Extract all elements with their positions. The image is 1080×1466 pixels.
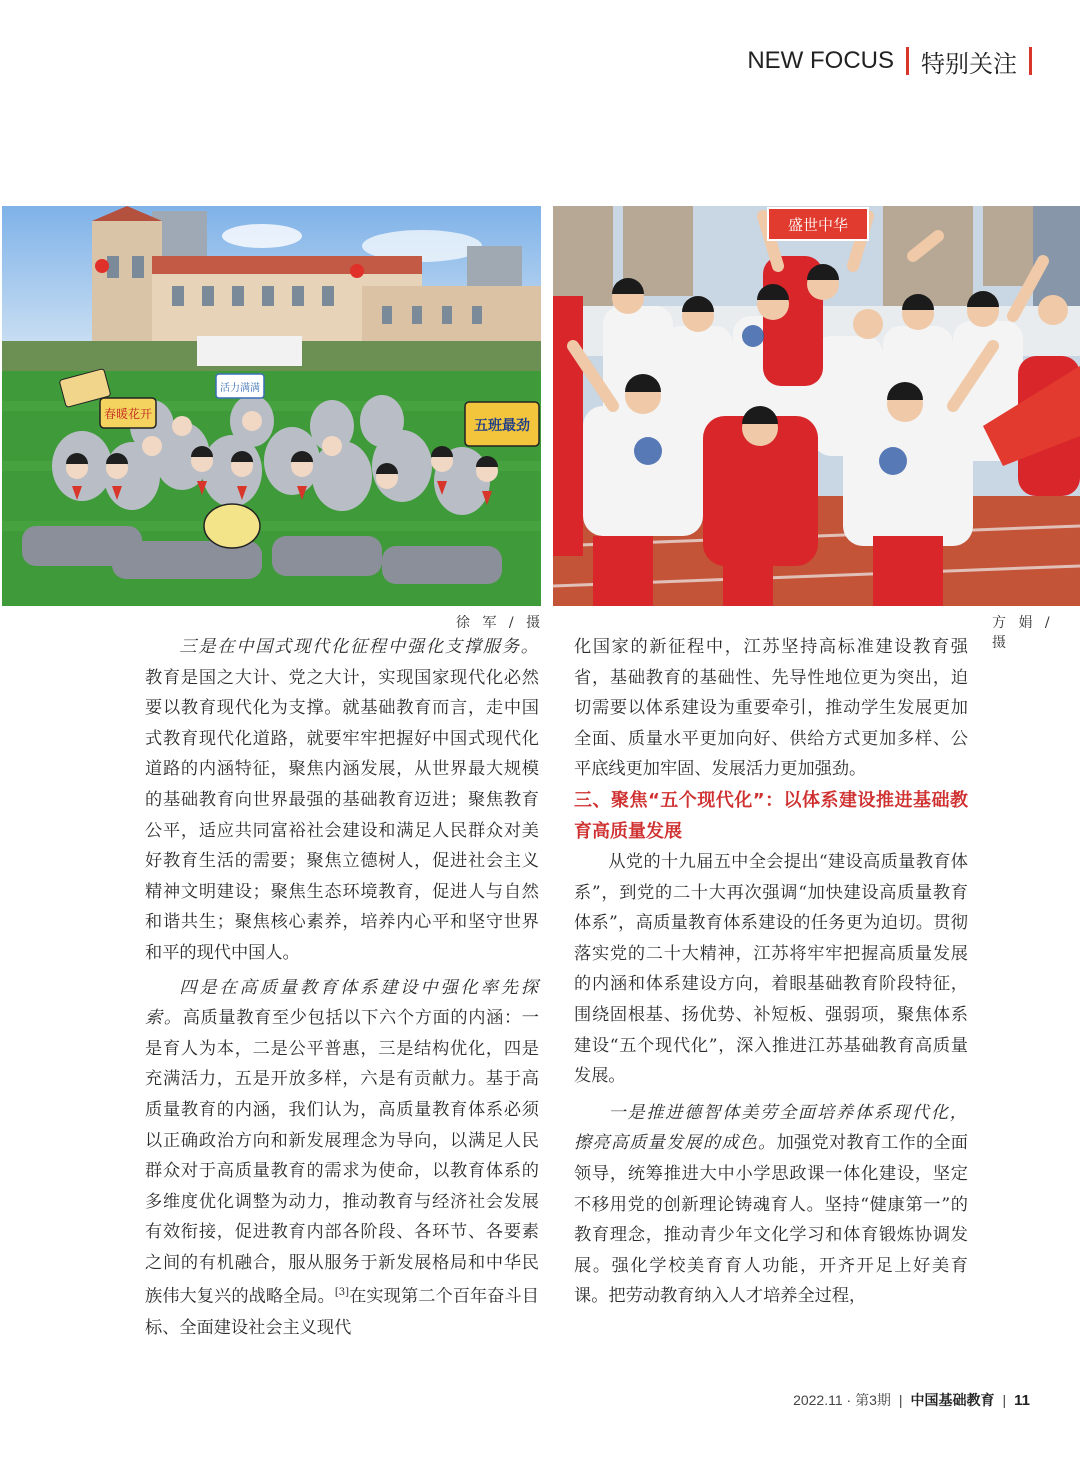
section-heading: 三、聚焦“五个现代化”：以体系建设推进基础教育高质量发展 bbox=[574, 789, 968, 842]
page-footer bbox=[793, 1390, 1030, 1410]
para-lead: 一是推进德智体美劳全面培养体系现代化，擦亮高质量发展的成色。 bbox=[574, 1102, 968, 1154]
svg-text:活力满满: 活力满满 bbox=[220, 383, 260, 394]
section-title-cn: 特别关注 bbox=[921, 50, 1017, 78]
para-lead: 四是在高质量教育体系建设中强化率先探索。 bbox=[145, 977, 539, 1029]
right-paragraph-2: 从党的十九届五中全会提出“建设高质量教育体系”，到党的二十大再次强调“加快建设高质量教育体系”，高质量教育体系建设的任务更为迫切。贯彻落实党的二十大精神，江苏将牢牢把握高质量发展的内涵和体系建设方向，着眼基础教育阶段特征，围绕固根基、扬优势、补短板、强弱项，聚焦体系建设“五个现代化”，深入推进江苏基础教育高质量发展。 bbox=[574, 851, 968, 1087]
left-photo-sign-2 bbox=[216, 374, 264, 398]
section-title-en: NEW FOCUS bbox=[747, 47, 894, 74]
svg-text:春暖花开: 春暖花开 bbox=[103, 407, 153, 421]
page-number: 11 bbox=[1014, 1391, 1030, 1409]
footer-divider: | bbox=[898, 1392, 903, 1408]
para-body: 教育是国之大计、党之大计，实现国家现代化必然要以教育现代化为支撑。就基础教育而言，走中国式教育现代化道路，就要牢牢把握好中国式现代化道路的内涵特征，聚焦内涵发展，从世界最大规模的基础教育向世界最强的基础教育迈进；聚焦教育公平，适应共同富裕社会建设和满足人民群众对美好教育生活的需要；聚焦立德树人，促进社会主义精神文明建设；聚焦生态环境教育，促进人与自然和谐共生；聚焦核心素养，培养内心平和坚守世界和平的现代中国人。 bbox=[145, 667, 539, 963]
magazine-name: 中国基础教育 bbox=[910, 1393, 995, 1409]
right-paragraph-1: 化国家的新征程中，江苏坚持高标准建设教育强省，基础教育的基础性、先导性地位更为突出，迫切需要以体系建设为重要牵引，推动学生发展更加全面、质量水平更加向好、供给方式更加多样、公平底线更加牢固、发展活力更加强劲。 bbox=[574, 637, 968, 780]
para-tail: 在实现第二个百年奋斗目标、全面建设社会主义现代 bbox=[145, 1287, 539, 1338]
footer-divider: | bbox=[1002, 1392, 1007, 1408]
left-photo-credit: 徐 军 / 摄 bbox=[456, 615, 545, 631]
para-lead: 三是在中国式现代化征程中强化支撑服务。 bbox=[179, 637, 539, 657]
photo-students-celebrating bbox=[553, 206, 1080, 606]
left-photo-sign-1 bbox=[100, 398, 156, 428]
right-paragraph-3 bbox=[574, 1098, 968, 1312]
citation-marker: [3] bbox=[334, 1287, 350, 1299]
photo-students-field bbox=[2, 206, 541, 606]
para-body: 加强党对教育工作的全面领导，统筹推进大中小学思政课一体化建设，坚定不移用党的创新理论铸魂育人。坚持“健康第一”的教育理念，推动青少年文化学习和体育锻炼协调发展。强化学校美育育人功能，开齐开足上好美育课。把劳动教育纳入人才培养全过程， bbox=[574, 1133, 968, 1307]
left-photo-sign-3 bbox=[465, 402, 539, 446]
para-body: 高质量教育至少包括以下六个方面的内涵：一是育人为本，二是公平普惠，三是结构优化，四是充满活力，五是开放多样，六是有贡献力。基于高质量教育的内涵，我们认为，高质量教育体系必须以正确政治方向和新发展理念为导向，以满足人民群众对于高质量教育的需求为使命，以教育体系的多维度优化调整为动力，推动教育与经济社会发展有效衔接，促进教育内部各阶段、各环节、各要素之间的有机融合，服从服务于新发展格局和中华民族伟大复兴的战略全局。 bbox=[145, 1008, 539, 1308]
svg-text:盛世中华: 盛世中华 bbox=[787, 216, 849, 234]
right-text-column bbox=[574, 632, 968, 1312]
left-paragraph-2 bbox=[145, 973, 539, 1344]
header-divider bbox=[906, 47, 909, 75]
left-text-column bbox=[145, 632, 539, 1343]
section-header bbox=[747, 44, 1032, 78]
left-paragraph-1 bbox=[145, 632, 539, 969]
right-photo-banner bbox=[768, 208, 868, 240]
right-photo-credit: 方 娟 / 摄 bbox=[992, 615, 1054, 651]
header-divider-end bbox=[1029, 47, 1032, 75]
svg-text:五班最劲: 五班最劲 bbox=[474, 418, 530, 434]
issue-info: 2022.11 · 第3期 bbox=[793, 1392, 891, 1408]
